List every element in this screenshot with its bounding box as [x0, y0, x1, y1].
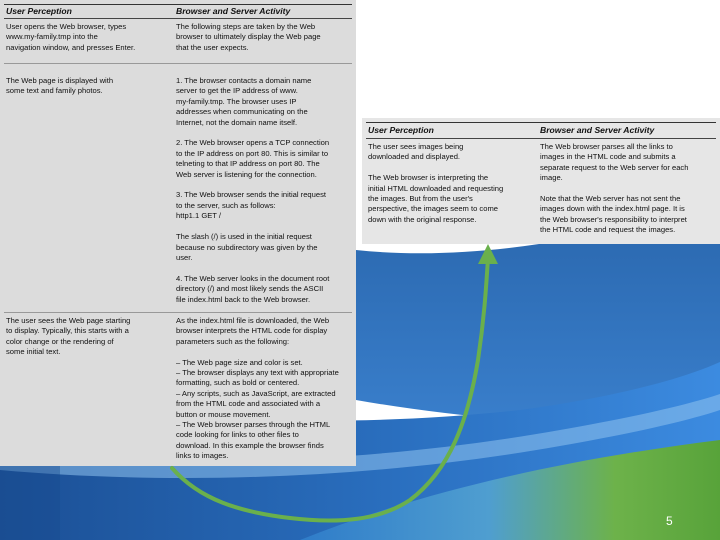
col-header-user-perception: User Perception [368, 125, 434, 135]
col-header-browser-activity: Browser and Server Activity [540, 125, 655, 135]
col-header-browser-activity: Browser and Server Activity [176, 6, 291, 16]
table-row-1-perception: User opens the Web browser, types www.my-family.tmp into the navigation window, and presses Enter. [6, 22, 136, 52]
table-row-2-perception: The Web page is displayed with some text and family photos. [6, 76, 114, 96]
table-row-1-activity: The following steps are taken by the Web browser to ultimately display the Web page that the user expects. [176, 22, 321, 52]
table-row-1-perception: The user sees images being downloaded and displayed. The Web browser is interpreting the initial HTML downloaded and requesting the images. But from the user's perspective, the images seem to come down with the original response. [368, 142, 504, 224]
col-header-user-perception: User Perception [6, 6, 72, 16]
table-row-2-activity: 1. The browser contacts a domain name server to get the IP address of www. my-family.tmp. The browser uses IP addresses when communicating on the Internet, not the domain name itself. 2. The Web browser opens a TCP connection to the IP address on port 80. This is similar to telneting to that IP address on port 80. The Web server is listening for the connection. 3. The Web browser sends the initial request to the server, such as follows: http1.1 GET / The slash (/) is used in the initial request because no subdirectory was given by the user. 4. The Web server looks in the document root directory (/) and most likely sends the ASCII file index.html back to the Web browser. [176, 76, 330, 304]
table-row-3-activity: As the index.html file is downloaded, the Web browser interprets the HTML code for display parameters such as the following: – The Web page size and color is set. – The browser displays any text with appropriate formatting, such as bold or centered. – Any scripts, such as JavaScript, are extracted from the HTML code and associated with a button or mouse movement. – The Web browser parses through the HTML code looking for links to other files to download. In this example the browser finds links to images. [176, 316, 339, 461]
page-number: 5 [666, 514, 673, 528]
table-row-3-perception: The user sees the Web page starting to display. Typically, this starts with a color change or the rendering of some initial text. [6, 316, 131, 357]
table-row-1-activity: The Web browser parses all the links to images in the HTML code and submits a separate request to the Web server for each image. Note that the Web server has not sent the images down with the index.html page. It is the Web browser's responsibility to interpret the HTML code and request the images. [540, 142, 689, 235]
arrow-head-icon [478, 244, 498, 264]
